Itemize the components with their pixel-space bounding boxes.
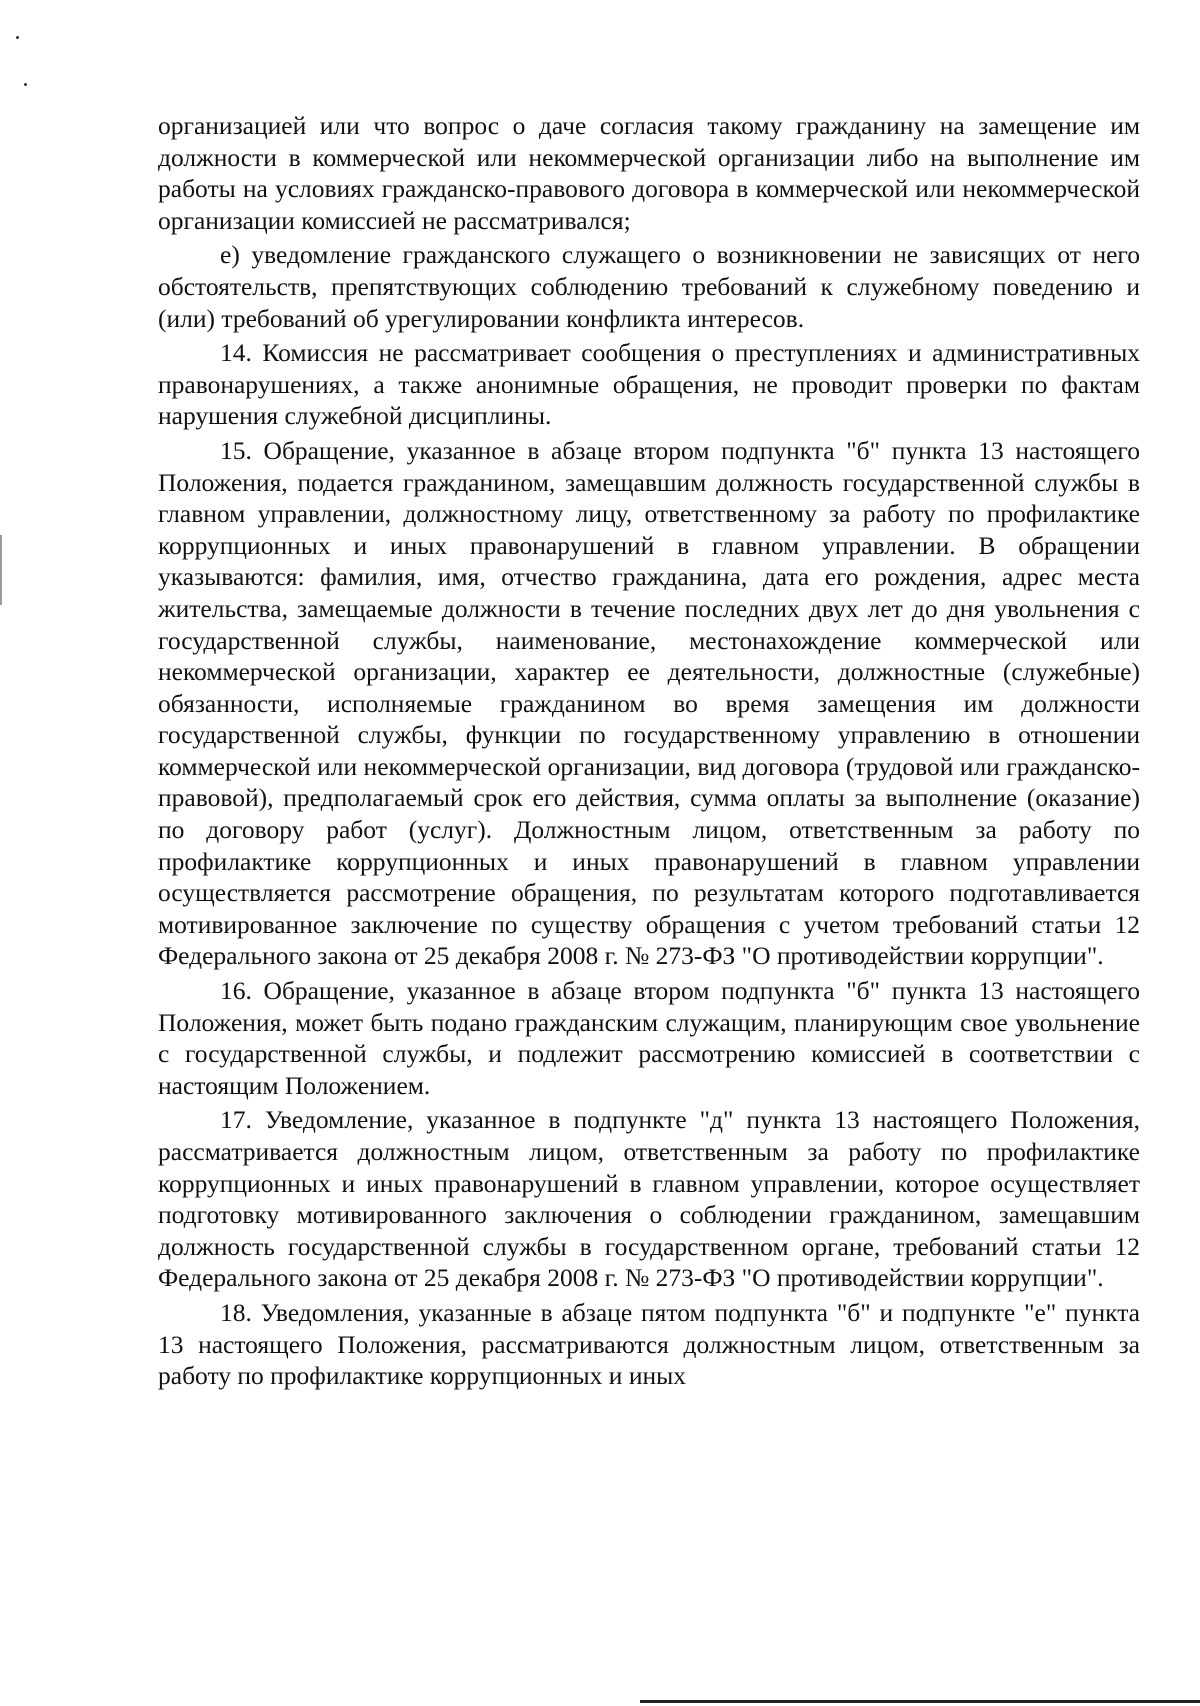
paragraph-clause-17: 17. Уведомление, указанное в подпункте "д" пункта 13 настоящего Положения, рассматривается должностным лицом, ответственным за работу по профилактике коррупционных и иных правонарушений в главном управлении, которое осуществляет подготовку мотивированного заключения о соблюдении гражданином, замещавшим должность государственной службы в государственном органе, требований статьи 12 Федерального закона от 25 декабря 2008 г. № 273-ФЗ "О противодействии коррупции". bbox=[158, 1105, 1140, 1293]
paragraph-clause-16: 16. Обращение, указанное в абзаце втором подпункта "б" пункта 13 настоящего Положения, может быть подано гражданским служащим, планирующим свое увольнение с государственной службы, и подлежит рассмотрению комиссией в соответствии с настоящим Положением. bbox=[158, 976, 1140, 1100]
scan-speck bbox=[24, 83, 27, 86]
paragraph-clause-14: 14. Комиссия не рассматривает сообщения о преступлениях и административных правонарушениях, а также анонимные обращения, не проводит проверки по фактам нарушения служебной дисциплины. bbox=[158, 338, 1140, 431]
scan-speck bbox=[16, 36, 19, 39]
scan-edge-mark bbox=[0, 535, 2, 605]
paragraph-continuation-item-d: организацией или что вопрос о даче согласия такому гражданину на замещение им должности в коммерческой или некоммерческой организации либо на выполнение им работы на условиях гражданско-правового договора в коммерческой или некоммерческой организации комиссией не рассматривался; bbox=[158, 111, 1140, 235]
bottom-edge-rule bbox=[640, 1700, 1200, 1703]
document-body bbox=[158, 110, 1140, 1392]
paragraph-clause-18: 18. Уведомления, указанные в абзаце пятом подпункта "б" и подпункте "е" пункта 13 настоящего Положения, рассматриваются должностным лицом, ответственным за работу по профилактике коррупционных и иных bbox=[158, 1297, 1140, 1391]
paragraph-item-e: е) уведомление гражданского служащего о возникновении не зависящих от него обстоятельств, препятствующих соблюдению требований к служебному поведению и (или) требований об урегулировании конфликта интересов. bbox=[158, 240, 1140, 333]
paragraph-clause-15: 15. Обращение, указанное в абзаце втором подпункта "б" пункта 13 настоящего Положения, подается гражданином, замещавшим должность государственной службы в главном управлении, должностному лицу, ответственному за работу по профилактике коррупционных и иных правонарушений в главном управлении. В обращении указываются: фамилия, имя, отчество гражданина, дата его рождения, адрес места жительства, замещаемые должности в течение последних двух лет до дня увольнения с государственной службы, наименование, местонахождение коммерческой или некоммерческой организации, характер ее деятельности, должностные (служебные) обязанности, исполняемые гражданином во время замещения им должности государственной службы, функции по государственному управлению в отношении коммерческой или некоммерческой организации, вид договора (трудовой или гражданско-правовой), предполагаемый срок его действия, сумма оплаты за выполнение (оказание) по договору работ (услуг). Должностным лицом, ответственным за работу по профилактике коррупционных и иных правонарушений в главном управлении осуществляется рассмотрение обращения, по результатам которого подготавливается мотивированное заключение по существу обращения с учетом требований статьи 12 Федерального закона от 25 декабря 2008 г. № 273-ФЗ "О противодействии коррупции". bbox=[158, 435, 1140, 971]
